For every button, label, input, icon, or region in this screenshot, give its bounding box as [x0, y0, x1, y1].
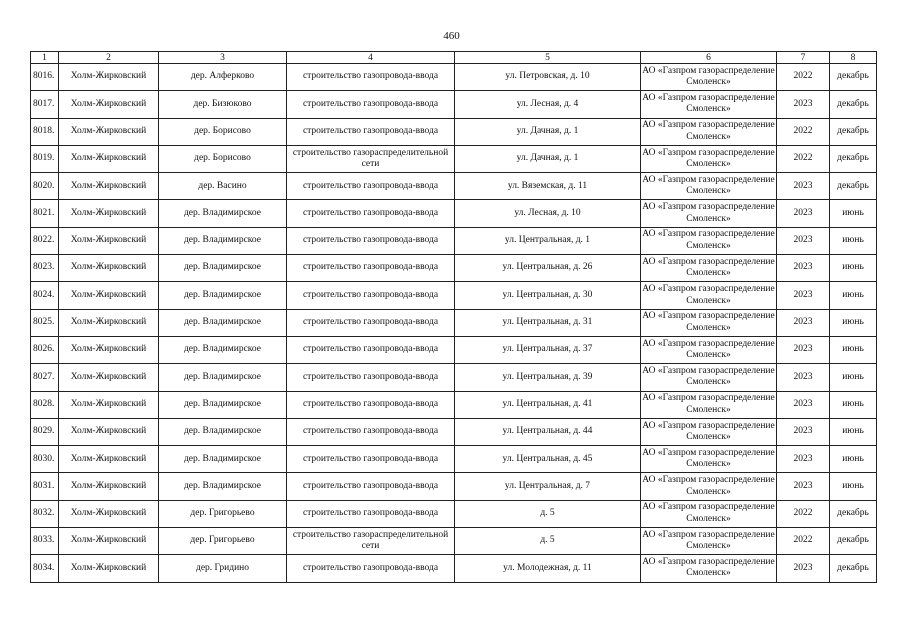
- address-cell: ул. Центральная, д. 30: [455, 282, 641, 309]
- address-cell: ул. Вяземская, д. 11: [455, 173, 641, 200]
- work-type-cell: строительство газопровода-ввода: [287, 227, 455, 254]
- month-cell: июнь: [830, 418, 877, 445]
- table-row: [31, 418, 877, 445]
- month-cell: декабрь: [830, 145, 877, 172]
- year-cell: 2022: [777, 500, 830, 527]
- district-cell: Холм-Жирковский: [59, 255, 159, 282]
- district-cell: Холм-Жирковский: [59, 336, 159, 363]
- table-row: [31, 64, 877, 91]
- page-number: 460: [443, 30, 460, 42]
- district-cell: Холм-Жирковский: [59, 282, 159, 309]
- month-cell: июнь: [830, 200, 877, 227]
- organization-cell: АО «Газпром газораспределение Смоленск»: [641, 145, 777, 172]
- settlement-cell: дер. Владимирское: [159, 473, 287, 500]
- table-row: [31, 91, 877, 118]
- table-row: [31, 309, 877, 336]
- row-number-cell: 8026.: [31, 336, 59, 363]
- table-row: [31, 145, 877, 172]
- settlement-cell: дер. Владимирское: [159, 227, 287, 254]
- organization-cell: АО «Газпром газораспределение Смоленск»: [641, 227, 777, 254]
- month-cell: июнь: [830, 255, 877, 282]
- column-header-2: 2: [59, 52, 159, 64]
- year-cell: 2023: [777, 255, 830, 282]
- settlement-cell: дер. Борисово: [159, 118, 287, 145]
- district-cell: Холм-Жирковский: [59, 528, 159, 555]
- address-cell: ул. Центральная, д. 31: [455, 309, 641, 336]
- table-row: [31, 282, 877, 309]
- table-row: [31, 555, 877, 582]
- gasification-table: [30, 51, 877, 583]
- settlement-cell: дер. Владимирское: [159, 336, 287, 363]
- address-cell: ул. Центральная, д. 44: [455, 418, 641, 445]
- address-cell: ул. Центральная, д. 39: [455, 364, 641, 391]
- row-number-cell: 8024.: [31, 282, 59, 309]
- organization-cell: АО «Газпром газораспределение Смоленск»: [641, 173, 777, 200]
- year-cell: 2023: [777, 200, 830, 227]
- work-type-cell: строительство газораспределительной сети: [287, 528, 455, 555]
- row-number-cell: 8021.: [31, 200, 59, 227]
- month-cell: июнь: [830, 336, 877, 363]
- row-number-cell: 8019.: [31, 145, 59, 172]
- month-cell: июнь: [830, 309, 877, 336]
- work-type-cell: строительство газопровода-ввода: [287, 309, 455, 336]
- month-cell: декабрь: [830, 528, 877, 555]
- table-row: [31, 500, 877, 527]
- district-cell: Холм-Жирковский: [59, 364, 159, 391]
- row-number-cell: 8018.: [31, 118, 59, 145]
- address-cell: д. 5: [455, 500, 641, 527]
- address-cell: ул. Центральная, д. 45: [455, 446, 641, 473]
- month-cell: июнь: [830, 282, 877, 309]
- settlement-cell: дер. Григорьево: [159, 500, 287, 527]
- address-cell: ул. Центральная, д. 1: [455, 227, 641, 254]
- district-cell: Холм-Жирковский: [59, 418, 159, 445]
- settlement-cell: дер. Владимирское: [159, 200, 287, 227]
- work-type-cell: строительство газопровода-ввода: [287, 64, 455, 91]
- table-row: [31, 200, 877, 227]
- table-row: [31, 364, 877, 391]
- month-cell: декабрь: [830, 91, 877, 118]
- organization-cell: АО «Газпром газораспределение Смоленск»: [641, 91, 777, 118]
- month-cell: июнь: [830, 446, 877, 473]
- row-number-cell: 8025.: [31, 309, 59, 336]
- month-cell: декабрь: [830, 555, 877, 582]
- year-cell: 2023: [777, 446, 830, 473]
- work-type-cell: строительство газопровода-ввода: [287, 91, 455, 118]
- district-cell: Холм-Жирковский: [59, 309, 159, 336]
- address-cell: ул. Дачная, д. 1: [455, 145, 641, 172]
- column-header-3: 3: [159, 52, 287, 64]
- year-cell: 2022: [777, 118, 830, 145]
- table-row: [31, 336, 877, 363]
- work-type-cell: строительство газопровода-ввода: [287, 418, 455, 445]
- organization-cell: АО «Газпром газораспределение Смоленск»: [641, 391, 777, 418]
- district-cell: Холм-Жирковский: [59, 91, 159, 118]
- year-cell: 2022: [777, 145, 830, 172]
- year-cell: 2023: [777, 282, 830, 309]
- address-cell: ул. Центральная, д. 7: [455, 473, 641, 500]
- district-cell: Холм-Жирковский: [59, 555, 159, 582]
- settlement-cell: дер. Владимирское: [159, 309, 287, 336]
- column-header-6: 6: [641, 52, 777, 64]
- district-cell: Холм-Жирковский: [59, 227, 159, 254]
- row-number-cell: 8017.: [31, 91, 59, 118]
- year-cell: 2022: [777, 528, 830, 555]
- row-number-cell: 8030.: [31, 446, 59, 473]
- organization-cell: АО «Газпром газораспределение Смоленск»: [641, 282, 777, 309]
- settlement-cell: дер. Владимирское: [159, 282, 287, 309]
- year-cell: 2023: [777, 336, 830, 363]
- settlement-cell: дер. Гридино: [159, 555, 287, 582]
- row-number-cell: 8034.: [31, 555, 59, 582]
- organization-cell: АО «Газпром газораспределение Смоленск»: [641, 364, 777, 391]
- settlement-cell: дер. Владимирское: [159, 446, 287, 473]
- work-type-cell: строительство газопровода-ввода: [287, 391, 455, 418]
- month-cell: июнь: [830, 364, 877, 391]
- address-cell: ул. Центральная, д. 26: [455, 255, 641, 282]
- year-cell: 2023: [777, 309, 830, 336]
- month-cell: июнь: [830, 473, 877, 500]
- district-cell: Холм-Жирковский: [59, 473, 159, 500]
- organization-cell: АО «Газпром газораспределение Смоленск»: [641, 64, 777, 91]
- district-cell: Холм-Жирковский: [59, 173, 159, 200]
- address-cell: ул. Центральная, д. 37: [455, 336, 641, 363]
- district-cell: Холм-Жирковский: [59, 145, 159, 172]
- row-number-cell: 8023.: [31, 255, 59, 282]
- month-cell: декабрь: [830, 500, 877, 527]
- address-cell: ул. Молодежная, д. 11: [455, 555, 641, 582]
- header-row: [31, 52, 877, 64]
- work-type-cell: строительство газопровода-ввода: [287, 446, 455, 473]
- settlement-cell: дер. Алферково: [159, 64, 287, 91]
- address-cell: ул. Дачная, д. 1: [455, 118, 641, 145]
- organization-cell: АО «Газпром газораспределение Смоленск»: [641, 528, 777, 555]
- settlement-cell: дер. Борисово: [159, 145, 287, 172]
- organization-cell: АО «Газпром газораспределение Смоленск»: [641, 200, 777, 227]
- month-cell: декабрь: [830, 64, 877, 91]
- settlement-cell: дер. Васино: [159, 173, 287, 200]
- row-number-cell: 8027.: [31, 364, 59, 391]
- organization-cell: АО «Газпром газораспределение Смоленск»: [641, 555, 777, 582]
- column-header-5: 5: [455, 52, 641, 64]
- organization-cell: АО «Газпром газораспределение Смоленск»: [641, 336, 777, 363]
- table-row: [31, 118, 877, 145]
- organization-cell: АО «Газпром газораспределение Смоленск»: [641, 446, 777, 473]
- address-cell: ул. Лесная, д. 10: [455, 200, 641, 227]
- settlement-cell: дер. Владимирское: [159, 418, 287, 445]
- work-type-cell: строительство газопровода-ввода: [287, 118, 455, 145]
- district-cell: Холм-Жирковский: [59, 500, 159, 527]
- year-cell: 2023: [777, 391, 830, 418]
- district-cell: Холм-Жирковский: [59, 118, 159, 145]
- year-cell: 2023: [777, 173, 830, 200]
- address-cell: д. 5: [455, 528, 641, 555]
- month-cell: декабрь: [830, 118, 877, 145]
- district-cell: Холм-Жирковский: [59, 64, 159, 91]
- month-cell: июнь: [830, 227, 877, 254]
- year-cell: 2023: [777, 555, 830, 582]
- organization-cell: АО «Газпром газораспределение Смоленск»: [641, 473, 777, 500]
- year-cell: 2023: [777, 364, 830, 391]
- year-cell: 2022: [777, 64, 830, 91]
- year-cell: 2023: [777, 91, 830, 118]
- row-number-cell: 8016.: [31, 64, 59, 91]
- row-number-cell: 8020.: [31, 173, 59, 200]
- work-type-cell: строительство газораспределительной сети: [287, 145, 455, 172]
- column-header-8: 8: [830, 52, 877, 64]
- row-number-cell: 8031.: [31, 473, 59, 500]
- work-type-cell: строительство газопровода-ввода: [287, 200, 455, 227]
- settlement-cell: дер. Бизюково: [159, 91, 287, 118]
- organization-cell: АО «Газпром газораспределение Смоленск»: [641, 500, 777, 527]
- address-cell: ул. Лесная, д. 4: [455, 91, 641, 118]
- organization-cell: АО «Газпром газораспределение Смоленск»: [641, 118, 777, 145]
- column-header-4: 4: [287, 52, 455, 64]
- month-cell: июнь: [830, 391, 877, 418]
- district-cell: Холм-Жирковский: [59, 446, 159, 473]
- settlement-cell: дер. Владимирское: [159, 364, 287, 391]
- table-row: [31, 255, 877, 282]
- district-cell: Холм-Жирковский: [59, 200, 159, 227]
- row-number-cell: 8033.: [31, 528, 59, 555]
- work-type-cell: строительство газопровода-ввода: [287, 364, 455, 391]
- column-header-7: 7: [777, 52, 830, 64]
- table-row: [31, 227, 877, 254]
- year-cell: 2023: [777, 227, 830, 254]
- row-number-cell: 8029.: [31, 418, 59, 445]
- work-type-cell: строительство газопровода-ввода: [287, 282, 455, 309]
- table-row: [31, 528, 877, 555]
- address-cell: ул. Центральная, д. 41: [455, 391, 641, 418]
- organization-cell: АО «Газпром газораспределение Смоленск»: [641, 255, 777, 282]
- column-header-1: 1: [31, 52, 59, 64]
- work-type-cell: строительство газопровода-ввода: [287, 555, 455, 582]
- organization-cell: АО «Газпром газораспределение Смоленск»: [641, 309, 777, 336]
- row-number-cell: 8022.: [31, 227, 59, 254]
- table-row: [31, 173, 877, 200]
- settlement-cell: дер. Григорьево: [159, 528, 287, 555]
- district-cell: Холм-Жирковский: [59, 391, 159, 418]
- table-body: [31, 52, 877, 583]
- organization-cell: АО «Газпром газораспределение Смоленск»: [641, 418, 777, 445]
- work-type-cell: строительство газопровода-ввода: [287, 336, 455, 363]
- year-cell: 2023: [777, 418, 830, 445]
- row-number-cell: 8032.: [31, 500, 59, 527]
- work-type-cell: строительство газопровода-ввода: [287, 255, 455, 282]
- work-type-cell: строительство газопровода-ввода: [287, 173, 455, 200]
- settlement-cell: дер. Владимирское: [159, 391, 287, 418]
- settlement-cell: дер. Владимирское: [159, 255, 287, 282]
- month-cell: декабрь: [830, 173, 877, 200]
- row-number-cell: 8028.: [31, 391, 59, 418]
- year-cell: 2023: [777, 473, 830, 500]
- address-cell: ул. Петровская, д. 10: [455, 64, 641, 91]
- table-row: [31, 446, 877, 473]
- work-type-cell: строительство газопровода-ввода: [287, 500, 455, 527]
- work-type-cell: строительство газопровода-ввода: [287, 473, 455, 500]
- table-row: [31, 473, 877, 500]
- table-row: [31, 391, 877, 418]
